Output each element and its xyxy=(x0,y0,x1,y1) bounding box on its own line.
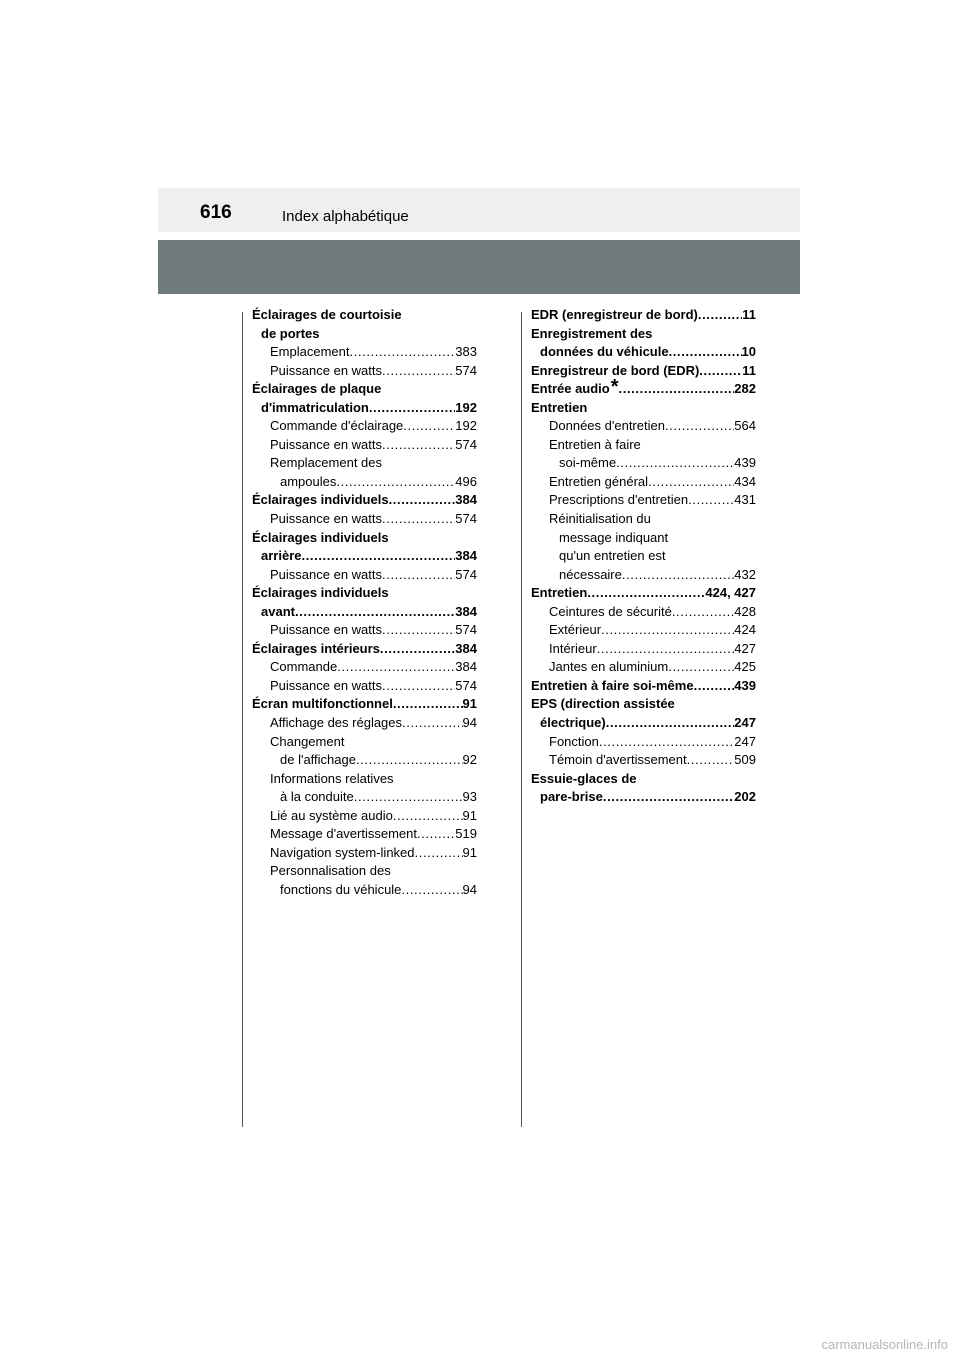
leader-dots xyxy=(687,751,735,770)
page-ref: 574 xyxy=(455,362,477,378)
entry-label: EPS (direction assistée xyxy=(531,696,675,712)
entry-label: à la conduite xyxy=(280,789,354,805)
page-ref: 574 xyxy=(455,677,477,693)
page-ref: 424 xyxy=(734,622,756,638)
entry-label: message indiquant xyxy=(559,529,669,545)
index-entry xyxy=(531,566,756,585)
entry-label: Informations relatives xyxy=(270,770,394,786)
page-ref: 247 xyxy=(734,715,756,731)
entry-label: électrique) xyxy=(540,715,606,731)
leader-dots xyxy=(354,788,463,807)
index-entry xyxy=(252,825,477,844)
entry-label: Prescriptions d'entretien xyxy=(549,492,689,508)
entry-label: Commande d'éclairage xyxy=(270,418,404,434)
page-ref: 425 xyxy=(734,659,756,675)
index-entry xyxy=(252,844,477,863)
index-column-right xyxy=(531,306,756,807)
leader-dots xyxy=(382,566,455,585)
leader-dots xyxy=(349,343,455,362)
index-entry xyxy=(252,343,477,362)
page-ref: 94 xyxy=(462,881,477,897)
index-entry xyxy=(252,733,477,752)
index-entry xyxy=(531,362,756,381)
entry-label: Extérieur xyxy=(549,622,602,638)
leader-dots xyxy=(665,417,734,436)
page-ref: 383 xyxy=(455,344,477,360)
index-entry xyxy=(531,640,756,659)
page-ref: 431 xyxy=(734,492,756,508)
entry-label: nécessaire xyxy=(559,566,622,582)
page-ref: 11 xyxy=(742,307,756,322)
index-entry xyxy=(252,584,477,603)
leader-dots xyxy=(356,751,463,770)
entry-label: Éclairages individuels xyxy=(252,492,389,508)
page-ref: 424, 427 xyxy=(705,585,756,601)
page-ref: 94 xyxy=(462,715,477,731)
page-number: 616 xyxy=(200,202,232,223)
entry-label: Affichage des réglages xyxy=(270,715,403,731)
index-entry xyxy=(252,380,477,399)
index-entry xyxy=(252,770,477,789)
entry-label: Enregistreur de bord (EDR) xyxy=(531,362,700,378)
leader-dots xyxy=(648,473,734,492)
leader-dots xyxy=(336,473,455,492)
index-entry xyxy=(252,714,477,733)
leader-dots xyxy=(337,658,455,677)
page-ref: 91 xyxy=(462,696,477,712)
entry-label: Réinitialisation du xyxy=(549,511,651,527)
entry-label: Commande xyxy=(270,659,338,675)
index-entry xyxy=(531,621,756,640)
page-ref: 564 xyxy=(734,418,756,434)
entry-label: arrière xyxy=(261,548,302,564)
entry-label: Jantes en aluminium xyxy=(549,659,669,675)
left-column-rule xyxy=(242,312,243,1127)
page-ref: 496 xyxy=(455,473,477,489)
page-ref: 247 xyxy=(734,733,756,749)
index-entry xyxy=(252,529,477,548)
index-entry xyxy=(252,325,477,344)
header-bar xyxy=(158,188,800,232)
page-ref: 428 xyxy=(734,603,756,619)
entry-label: Personnalisation des xyxy=(270,863,391,879)
index-entry xyxy=(252,566,477,585)
entry-label: Éclairages intérieurs xyxy=(252,640,380,656)
index-entry xyxy=(252,640,477,659)
entry-label: Puissance en watts xyxy=(270,362,383,378)
entry-label: Données d'entretien xyxy=(549,418,665,434)
index-entry xyxy=(531,306,756,325)
entry-label: données du véhicule xyxy=(540,344,669,360)
leader-dots xyxy=(606,714,735,733)
leader-dots xyxy=(698,306,742,325)
index-entry xyxy=(252,417,477,436)
entry-label: Enregistrement des xyxy=(531,325,653,341)
index-entry xyxy=(252,436,477,455)
page-ref: 11 xyxy=(742,362,756,378)
page-ref: 384 xyxy=(455,492,477,508)
index-entry xyxy=(531,770,756,789)
page-ref: 574 xyxy=(455,436,477,452)
index-entry xyxy=(252,603,477,622)
index-entry xyxy=(252,491,477,510)
leader-dots xyxy=(382,362,455,381)
leader-dots xyxy=(587,584,705,603)
right-column-rule xyxy=(521,312,522,1127)
page-ref: 192 xyxy=(455,399,477,415)
page-ref: 509 xyxy=(734,752,756,768)
index-entry xyxy=(531,714,756,733)
index-entry xyxy=(252,807,477,826)
page-ref: 427 xyxy=(734,640,756,656)
entry-label: Entrée audio xyxy=(531,381,610,397)
leader-dots xyxy=(668,658,734,677)
entry-label: ampoules xyxy=(280,473,337,489)
index-entry xyxy=(531,510,756,529)
entry-label: Entretien à faire soi-même xyxy=(531,677,694,693)
section-color-band xyxy=(158,240,800,294)
index-entry xyxy=(531,547,756,566)
entry-label: Puissance en watts xyxy=(270,677,383,693)
entry-label: Puissance en watts xyxy=(270,436,383,452)
leader-dots xyxy=(382,510,455,529)
page-ref: 202 xyxy=(734,789,756,805)
index-entry xyxy=(531,751,756,770)
index-entry xyxy=(531,473,756,492)
page-ref: 91 xyxy=(462,807,477,823)
index-entry xyxy=(252,399,477,418)
index-entry xyxy=(252,510,477,529)
page-ref: 439 xyxy=(734,455,756,471)
leader-dots xyxy=(694,677,735,696)
entry-label: Écran multifonctionnel xyxy=(252,696,393,712)
leader-dots xyxy=(382,436,455,455)
index-entry xyxy=(531,695,756,714)
index-entry: Entrée audio * ..... 282 xyxy=(531,380,756,399)
index-entry xyxy=(252,677,477,696)
entry-label: Éclairages de courtoisie xyxy=(252,307,402,322)
page-ref: 10 xyxy=(741,344,756,360)
entry-label: Entretien xyxy=(531,399,588,415)
entry-label: Éclairages individuels xyxy=(252,585,389,601)
page-ref: 93 xyxy=(462,789,477,805)
leader-dots xyxy=(402,714,463,733)
index-entry xyxy=(252,695,477,714)
index-entry xyxy=(252,621,477,640)
index-entry xyxy=(531,325,756,344)
page-ref: 192 xyxy=(455,418,477,434)
page-ref: 519 xyxy=(455,826,477,842)
entry-label: avant xyxy=(261,603,295,619)
index-entry xyxy=(252,473,477,492)
leader-dots xyxy=(295,603,455,622)
leader-dots xyxy=(369,399,455,418)
entry-label: Intérieur xyxy=(549,640,597,656)
entry-label: fonctions du véhicule xyxy=(280,881,402,897)
leader-dots xyxy=(619,380,735,399)
entry-label: Entretien à faire xyxy=(549,436,641,452)
entry-label: Remplacement des xyxy=(270,455,382,471)
index-entry xyxy=(531,417,756,436)
leader-dots xyxy=(672,603,734,622)
page-ref: 384 xyxy=(455,603,477,619)
index-entry xyxy=(531,491,756,510)
leader-dots xyxy=(393,807,463,826)
leader-dots xyxy=(403,417,455,436)
page-ref: 384 xyxy=(455,548,477,564)
leader-dots xyxy=(382,621,455,640)
entry-label: d'immatriculation xyxy=(261,399,369,415)
leader-dots xyxy=(669,343,742,362)
leader-dots xyxy=(616,454,734,473)
page-ref: 92 xyxy=(462,752,477,768)
entry-label: Éclairages individuels xyxy=(252,529,389,545)
entry-label: Puissance en watts xyxy=(270,566,383,582)
entry-label: Essuie-glaces de xyxy=(531,770,637,786)
index-column-left xyxy=(252,306,477,900)
index-entry xyxy=(531,603,756,622)
entry-label: de portes xyxy=(261,325,320,341)
index-entry xyxy=(252,862,477,881)
entry-label: Témoin d'avertissement xyxy=(549,752,687,768)
page-ref: 574 xyxy=(455,511,477,527)
entry-label: de l'affichage xyxy=(280,752,356,768)
entry-label: Puissance en watts xyxy=(270,622,383,638)
entry-label: Message d'avertissement xyxy=(270,826,417,842)
entry-label: qu'un entretien est xyxy=(559,548,666,564)
header-title: Index alphabétique xyxy=(282,208,409,225)
leader-dots xyxy=(393,695,463,714)
entry-label: pare-brise xyxy=(540,789,603,805)
index-entry xyxy=(531,658,756,677)
index-entry xyxy=(252,454,477,473)
page-ref: 434 xyxy=(734,473,756,489)
leader-dots xyxy=(382,677,455,696)
leader-dots xyxy=(415,844,463,863)
leader-dots xyxy=(622,566,734,585)
entry-label: Lié au système audio xyxy=(270,807,393,823)
leader-dots xyxy=(301,547,455,566)
leader-dots xyxy=(417,825,455,844)
entry-label: Changement xyxy=(270,733,345,749)
index-entry xyxy=(531,343,756,362)
entry-label: Ceintures de sécurité xyxy=(549,603,672,619)
index-entry xyxy=(531,436,756,455)
index-entry xyxy=(531,788,756,807)
watermark: carmanualsonline.info xyxy=(821,1337,948,1352)
index-entry xyxy=(531,529,756,548)
index-entry xyxy=(252,658,477,677)
entry-label: Emplacement xyxy=(270,344,350,360)
page-ref: 91 xyxy=(462,844,477,860)
page-ref: 574 xyxy=(455,622,477,638)
entry-label: Éclairages de plaque xyxy=(252,381,382,397)
entry-label: Entretien xyxy=(531,585,588,601)
entry-label: EDR (enregistreur de bord) xyxy=(531,307,698,322)
leader-dots xyxy=(380,640,455,659)
index-entry xyxy=(531,584,756,603)
index-entry xyxy=(531,733,756,752)
page-ref: 439 xyxy=(734,677,756,693)
leader-dots xyxy=(601,621,734,640)
entry-label: soi-même xyxy=(559,455,617,471)
entry-label: Fonction xyxy=(549,733,599,749)
leader-dots xyxy=(401,881,462,900)
page-ref: 384 xyxy=(455,640,477,656)
leader-dots xyxy=(597,640,735,659)
index-entry xyxy=(252,788,477,807)
index-entry xyxy=(252,751,477,770)
leader-dots xyxy=(389,491,456,510)
leader-dots xyxy=(599,733,734,752)
page-ref: 282 xyxy=(734,381,756,397)
index-entry xyxy=(252,547,477,566)
index-entry xyxy=(531,454,756,473)
leader-dots xyxy=(688,491,734,510)
page-ref: 574 xyxy=(455,566,477,582)
leader-dots xyxy=(603,788,734,807)
index-entry xyxy=(252,881,477,900)
index-entry xyxy=(531,677,756,696)
index-entry xyxy=(531,399,756,418)
index-entry xyxy=(252,306,477,325)
index-entry xyxy=(252,362,477,381)
page-ref: 384 xyxy=(455,659,477,675)
entry-label: Navigation system-linked xyxy=(270,844,415,860)
leader-dots xyxy=(699,362,742,381)
entry-label: Entretien général xyxy=(549,473,649,489)
entry-label: Puissance en watts xyxy=(270,511,383,527)
page-ref: 432 xyxy=(734,566,756,582)
